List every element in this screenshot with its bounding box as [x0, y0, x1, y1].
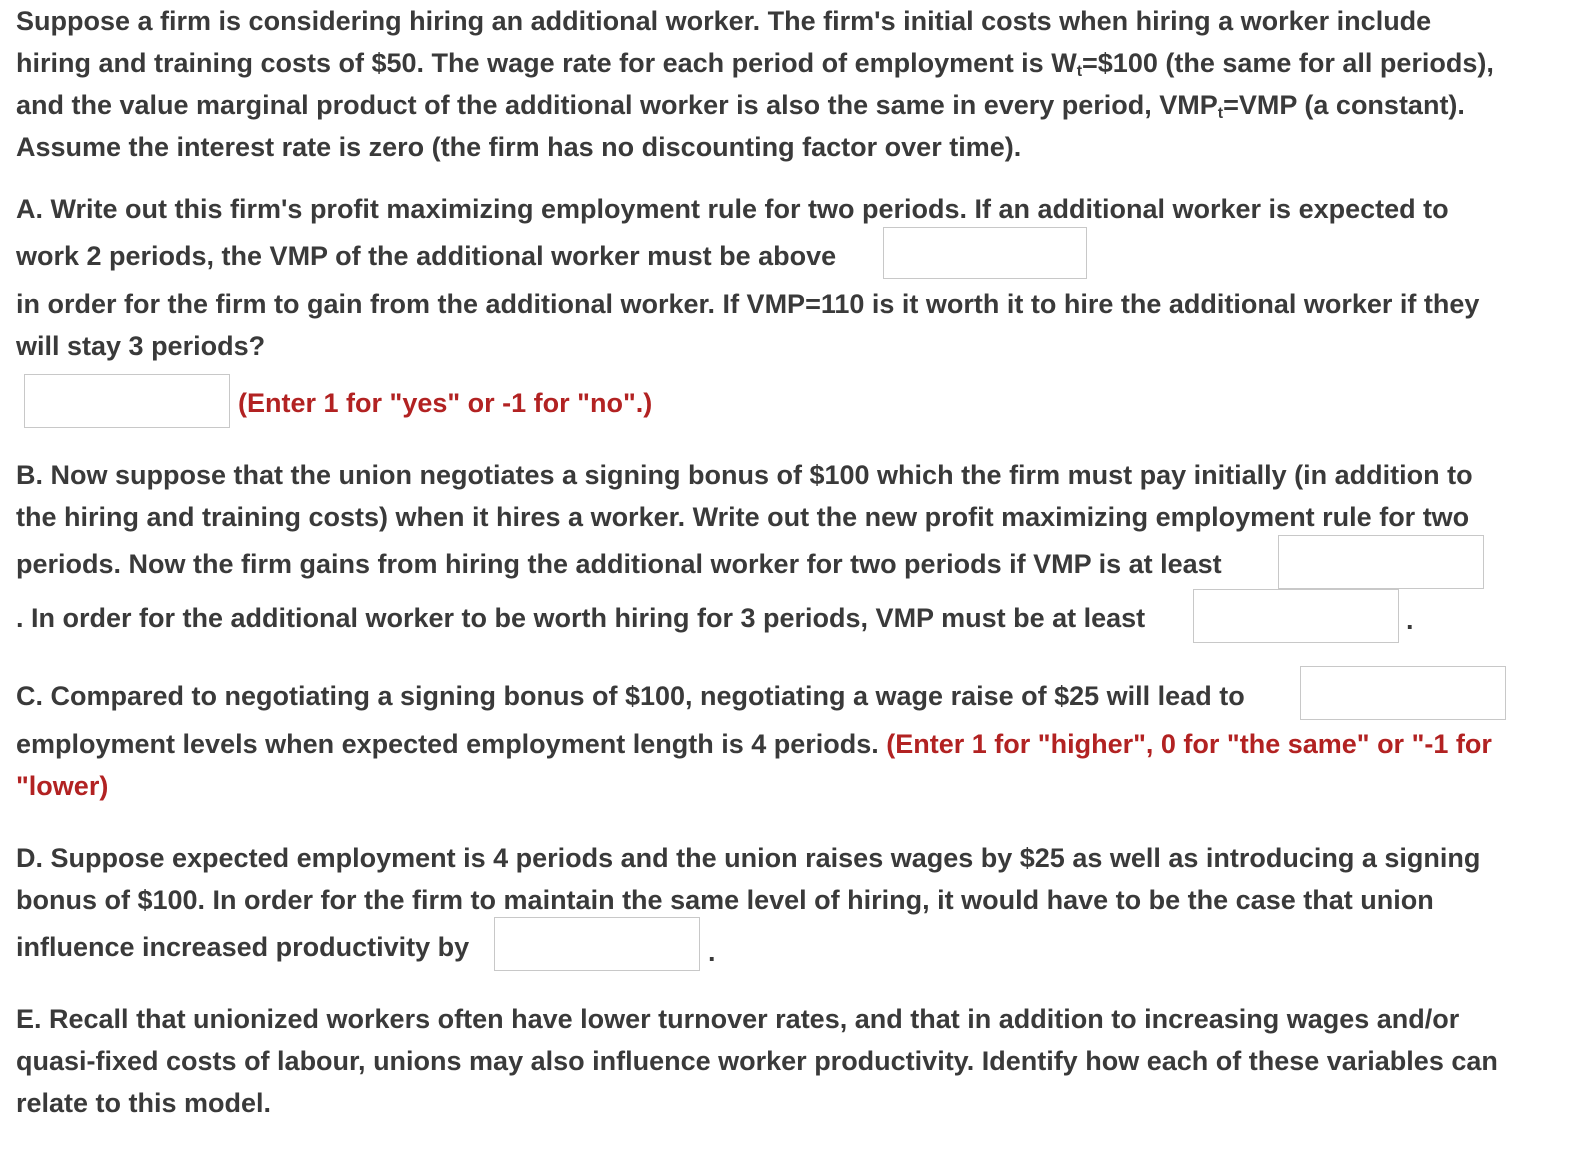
part-c-hint-line-2: "lower) [16, 771, 109, 801]
part-e-line-2: quasi-fixed costs of labour, unions may also influence worker productivity. Identify how each of these variables can [16, 1046, 1498, 1076]
part-b-two-period-vmp-input[interactable] [1278, 535, 1484, 589]
part-d-line-2: bonus of $100. In order for the firm to maintain the same level of hiring, it would have to be the case that union [16, 885, 1434, 915]
part-a-line-1: A. Write out this firm's profit maximizing employment rule for two periods. If an additional worker is expected to [16, 194, 1449, 224]
part-d-line-1: D. Suppose expected employment is 4 periods and the union raises wages by $25 as well as introducing a signing [16, 843, 1481, 873]
part-c-line-1: C. Compared to negotiating a signing bonus of $100, negotiating a wage raise of $25 will lead to [16, 681, 1245, 711]
intro-line-4: Assume the interest rate is zero (the firm has no discounting factor over time). [16, 132, 1022, 162]
intro-line-3: and the value marginal product of the additional worker is also the same in every period, $VMP_t=VMP$ (a constant). [16, 90, 1465, 122]
part-e-line-3: relate to this model. [16, 1088, 272, 1118]
part-d-end-dot: . [708, 937, 716, 967]
part-c-comparison-input[interactable] [1300, 666, 1506, 720]
part-b-end-dot: . [1406, 605, 1414, 635]
part-e-line-1: E. Recall that unionized workers often have lower turnover rates, and that in addition to increasing wages and/or [16, 1004, 1460, 1034]
part-c-hint: (Enter 1 for "higher", 0 for "the same" or "-1 for [886, 729, 1492, 759]
part-d-productivity-input[interactable] [494, 917, 700, 971]
part-a-line-3: in order for the firm to gain from the additional worker. If VMP=110 is it worth it to hire the additional worker if they [16, 289, 1480, 319]
intro-line-2: hiring and training costs of $50. The wage rate for each period of employment is $W_t=\$100$ (the same for all periods), [16, 48, 1494, 80]
part-a-vmp-threshold-input[interactable] [883, 227, 1087, 279]
part-a-line-2: work 2 periods, the VMP of the additional worker must be above [16, 241, 837, 271]
part-b-line-2: the hiring and training costs) when it hires a worker. Write out the new profit maximizing employment rule for two [16, 502, 1470, 532]
part-b-line-1: B. Now suppose that the union negotiates a signing bonus of $100 which the firm must pay initially (in addition to [16, 460, 1473, 490]
part-a-line-4: will stay 3 periods? [16, 331, 266, 361]
part-c-line-2: employment levels when expected employment length is 4 periods. (Enter 1 for "higher", 0 for "the same" or "-1 for [16, 729, 1492, 759]
part-a-hint: (Enter 1 for "yes" or -1 for "no".) [238, 388, 653, 418]
intro-line-1: Suppose a firm is considering hiring an additional worker. The firm's initial costs when hiring a worker include [16, 6, 1432, 36]
part-b-three-period-vmp-input[interactable] [1193, 589, 1399, 643]
part-d-line-3: influence increased productivity by [16, 932, 470, 962]
part-a-yes-no-input[interactable] [24, 374, 230, 428]
part-b-line-3: periods. Now the firm gains from hiring the additional worker for two periods if VMP is at least [16, 549, 1222, 579]
part-b-line-4: . In order for the additional worker to be worth hiring for 3 periods, VMP must be at least [16, 603, 1146, 633]
